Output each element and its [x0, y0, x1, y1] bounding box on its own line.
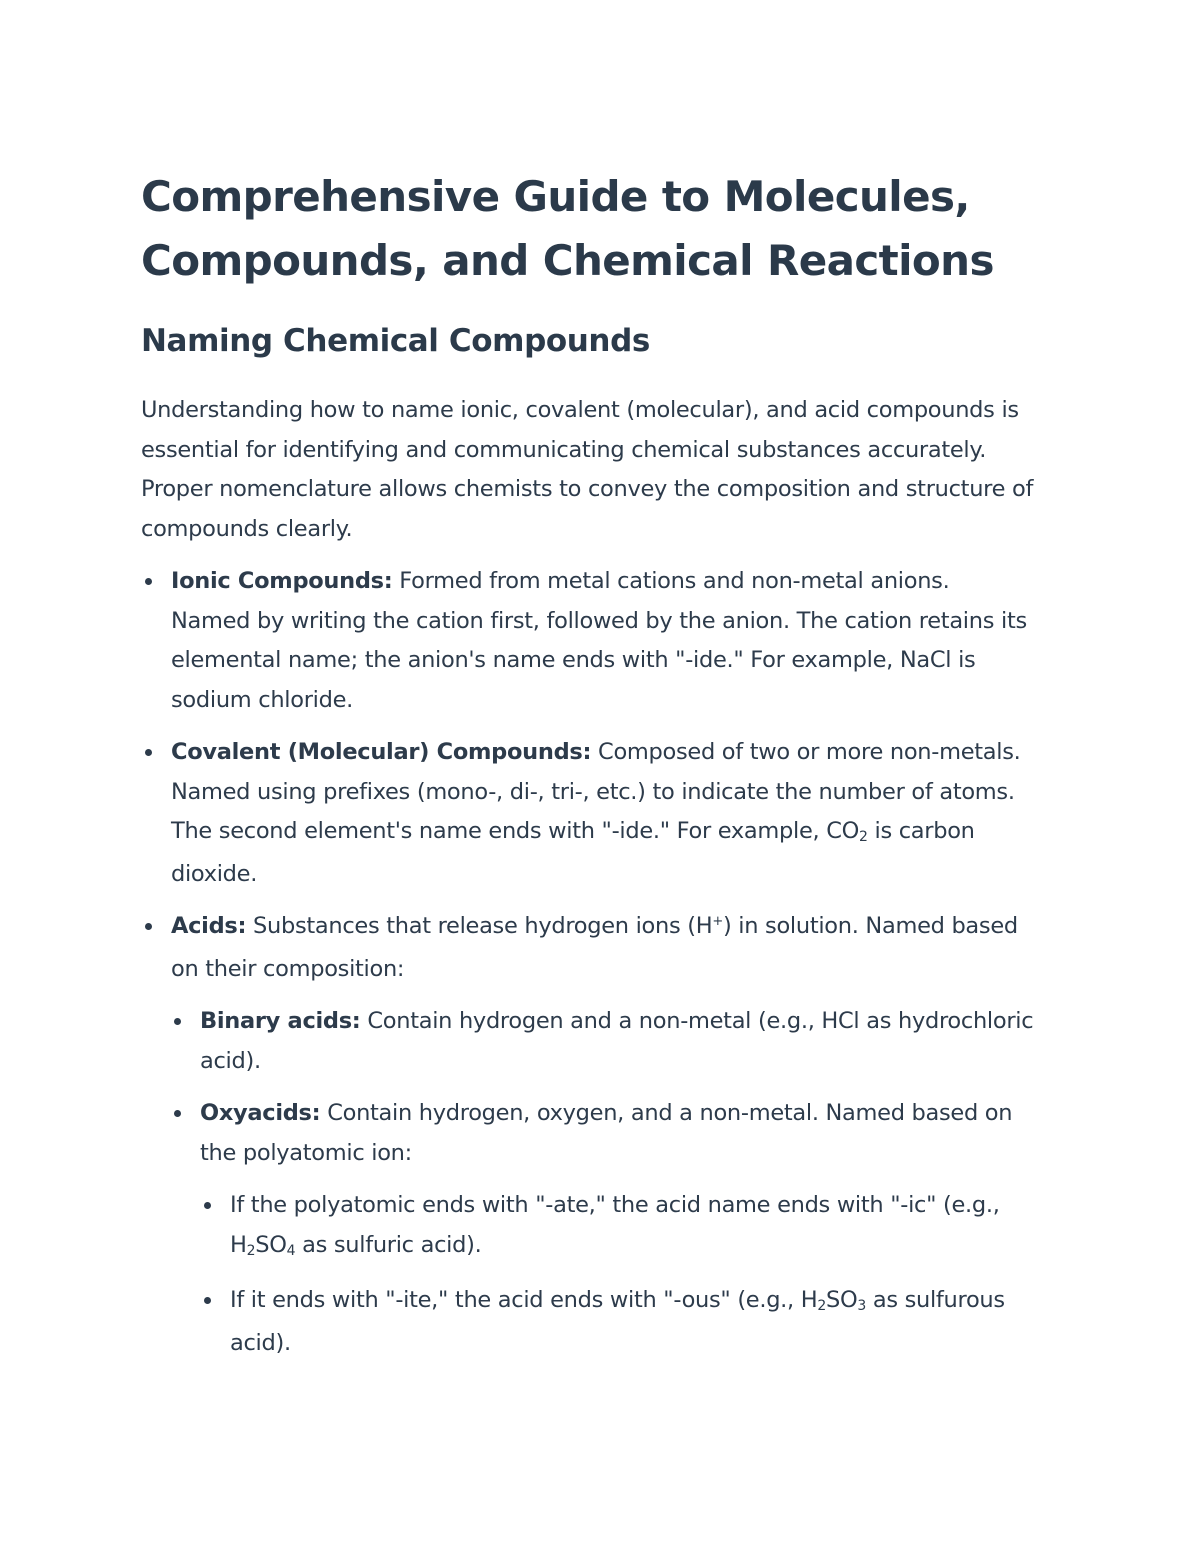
ite-formula-sub1: 2	[817, 1298, 826, 1314]
intro-paragraph: Understanding how to name ionic, covalent (molecular), and acid compounds is essential for identifying and communicating chemical substances accurately. Proper nomenclature allows chemists to convey the composition and structure of compounds clearly.	[141, 397, 1034, 542]
term-acids: Acids:	[171, 913, 247, 939]
compound-types-list	[141, 562, 1061, 1363]
ate-rule-text-after: as sulfuric acid).	[295, 1231, 482, 1258]
ate-rule-text: If the polyatomic ends with "-ate," the acid name ends with "-ic" (e.g., H	[230, 1192, 1000, 1258]
ite-formula-mid: SO	[825, 1287, 858, 1313]
hydrogen-ion-charge: +	[712, 914, 723, 929]
oxyacid-rules-list	[200, 1186, 1050, 1363]
ite-formula-sub2: 3	[857, 1298, 866, 1314]
text-covalent-after: is carbon dioxide.	[171, 818, 975, 887]
list-item-ate-rule	[230, 1186, 1030, 1268]
ate-formula-sub2: 4	[286, 1242, 296, 1259]
list-item-ionic	[171, 562, 1031, 720]
list-item-acids	[171, 907, 1034, 1363]
term-binary-acids: Binary acids:	[200, 1008, 361, 1034]
list-item-binary-acids	[200, 1002, 1050, 1081]
text-ionic: Formed from metal cations and non-metal anions. Named by writing the cation first, followed by the anion. The cation retains its elemental name; the anion's name ends with "-ide." For example, NaCl is sodium chloride.	[171, 568, 1027, 713]
term-ionic: Ionic Compounds:	[171, 568, 393, 594]
ite-rule-text: If it ends with "-ite," the acid ends with "-ous" (e.g., H	[230, 1287, 818, 1313]
list-item-oxyacids	[200, 1094, 1050, 1363]
text-oxyacids: Contain hydrogen, oxygen, and a non-metal. Named based on the polyatomic ion:	[200, 1100, 1013, 1166]
formula-co2	[826, 818, 867, 844]
term-oxyacids: Oxyacids:	[200, 1100, 321, 1126]
formula-co2-base: CO	[826, 818, 860, 844]
text-covalent: Composed of two or more non-metals. Named using prefixes (mono-, di-, tri-, etc.) to indicate the number of atoms. The second element's name ends with "-ide." For example,	[171, 739, 1021, 844]
text-binary-acids: Contain hydrogen and a non-metal (e.g., HCl as hydrochloric acid).	[200, 1008, 1034, 1074]
ite-rule-text-after: as sulfurous acid).	[230, 1287, 1005, 1356]
acid-types-list	[171, 1002, 1034, 1363]
text-acids-before: Substances that release hydrogen ions (H	[246, 913, 713, 939]
formula-co2-subscript: 2	[859, 829, 868, 845]
document-page	[141, 165, 1061, 1376]
list-item-covalent	[171, 733, 1031, 894]
ate-formula-mid: SO	[255, 1231, 287, 1258]
document-title: Comprehensive Guide to Molecules, Compounds, and Chemical Reactions	[141, 172, 994, 285]
ate-formula-sub1: 2	[246, 1242, 256, 1259]
list-item-ite-rule	[230, 1281, 1030, 1363]
term-covalent: Covalent (Molecular) Compounds:	[171, 739, 592, 765]
text-acids-after: ) in solution. Named based on their composition:	[171, 913, 1018, 982]
section-heading: Naming Chemical Compounds	[141, 323, 650, 359]
